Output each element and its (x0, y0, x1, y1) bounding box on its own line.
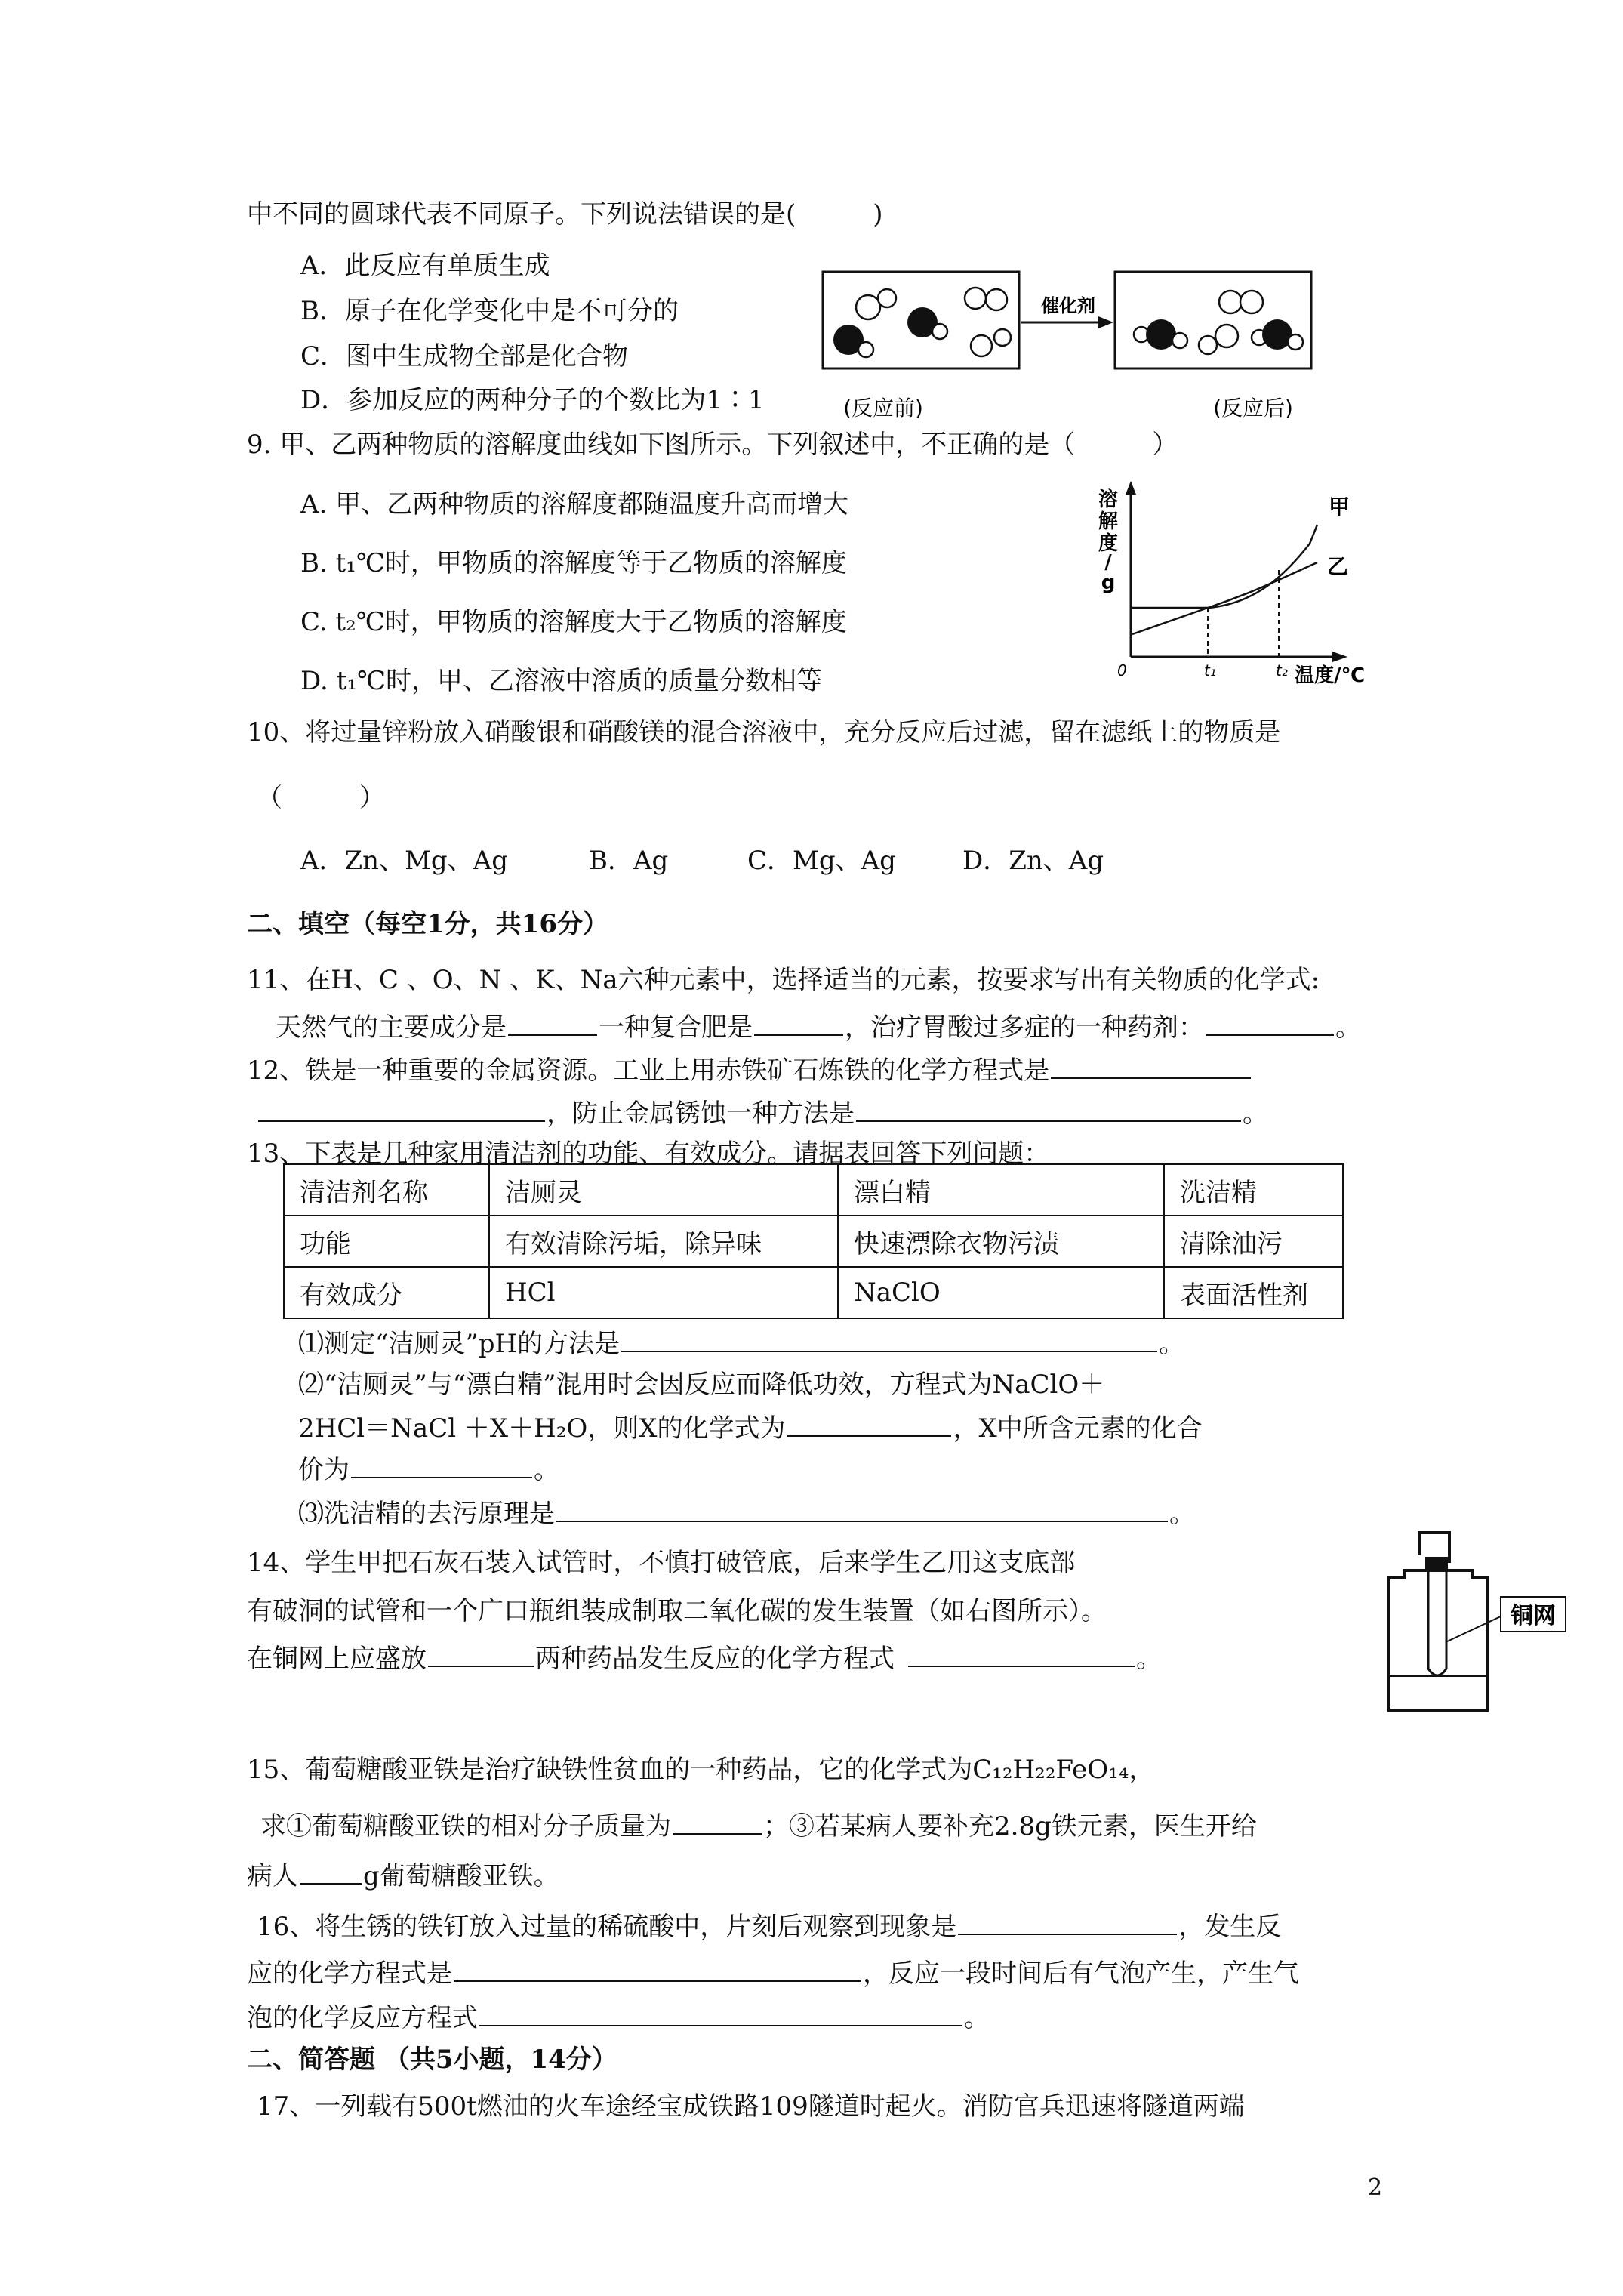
curve-yi-label: 乙 (1327, 554, 1349, 579)
q15-line3 (247, 1857, 559, 1893)
q8-option-b: B．原子在化学变化中是不可分的 (300, 296, 679, 326)
origin-label: 0 (1117, 661, 1127, 680)
q16-blank-3[interactable] (479, 1999, 962, 2026)
q14-line2: 有破洞的试管和一个广口瓶组装成制取二氧化碳的发生装置（如右图所示）。 (247, 1596, 1107, 1626)
q16-part-d: ，反应一段时间后有气泡产生，产生气 (863, 1959, 1299, 1989)
table-cell: 快速漂除衣物污渍 (838, 1216, 1164, 1267)
q13-s2-part-c: 价为 (298, 1455, 350, 1485)
molecule-after-1 (1219, 291, 1263, 313)
molecule-before-1 (856, 289, 896, 319)
q13-s2-line1: ⑵“洁厕灵”与“漂白精”混用时会因反应而降低功效，方程式为NaClO＋ (298, 1370, 1105, 1400)
q13-s2-end: 。 (534, 1455, 559, 1485)
q10-stem: 10、将过量锌粉放入硝酸银和硝酸镁的混合溶液中，充分反应后过滤，留在滤纸上的物质是 (247, 717, 1281, 747)
q15-line1: 15、葡萄糖酸亚铁是治疗缺铁性贫血的一种药品，它的化学式为C₁₂H₂₂FeO₁₄， (247, 1755, 1155, 1785)
table-cell: 功能 (284, 1216, 489, 1267)
q14-part-a: 在铜网上应盛放 (247, 1644, 427, 1674)
q13-s3-text: ⑶洗洁精的去污原理是 (298, 1499, 555, 1529)
q12-blank-1[interactable] (1051, 1052, 1251, 1079)
q10-paren: （ ） (257, 783, 385, 813)
table-cell: NaClO (838, 1267, 1164, 1318)
curve-jia (1132, 525, 1317, 608)
q14-blank-1[interactable] (428, 1640, 534, 1667)
q13-s2-part-b: ，X中所含元素的化合 (953, 1413, 1203, 1444)
q11-blank-3[interactable] (1206, 1009, 1334, 1036)
q16-part-b: ，发生反 (1178, 1912, 1282, 1942)
q14-part-b: 两种药品发生反应的化学方程式 (535, 1644, 895, 1674)
cleaner-table (283, 1163, 1344, 1319)
q12-stem: 12、铁是一种重要的金属资源。工业上用赤铁矿石炼铁的化学方程式是 (247, 1056, 1050, 1086)
q16-line1 (257, 1908, 1281, 1943)
q13-stem: 13、下表是几种家用清洁剂的功能、有效成分。请据表回答下列问题： (247, 1139, 1050, 1169)
q15-part-a: 求①葡萄糖酸亚铁的相对分子质量为 (260, 1811, 671, 1841)
q11-end: 。 (1335, 1012, 1361, 1043)
q16-end: 。 (964, 2003, 990, 2033)
y-axis-label-1: 溶 (1098, 488, 1119, 511)
q16-part-e: 泡的化学反应方程式 (247, 2003, 478, 2033)
table-cell: 洁厕灵 (489, 1164, 838, 1216)
molecule-after-3 (1199, 325, 1238, 354)
table-cell: HCl (489, 1267, 838, 1318)
y-axis-label-2: 解 (1098, 510, 1119, 533)
q11-stem: 11、在H、C 、O、N 、K、Na六种元素中，选择适当的元素，按要求写出有关物质的化学式: (247, 965, 1320, 995)
q16-part-a: 16、将生锈的铁钉放入过量的稀硫酸中，片刻后观察到现象是 (257, 1912, 957, 1942)
q8-option-d: D．参加反应的两种分子的个数比为1∶1 (300, 385, 765, 415)
before-label: (反应前) (843, 396, 923, 421)
q13-s2-line3 (298, 1451, 559, 1487)
q16-line2 (247, 1955, 1299, 1990)
q12-blank-2[interactable] (856, 1095, 1241, 1122)
table-row (284, 1164, 1343, 1216)
solubility-graph (1087, 479, 1404, 691)
molecule-before-2 (833, 325, 873, 357)
q11-blank-1[interactable] (508, 1009, 597, 1036)
q8-option-a: A．此反应有单质生成 (300, 251, 550, 281)
q14-end: 。 (1136, 1644, 1162, 1674)
reaction-diagram (815, 268, 1329, 430)
after-label: (反应后) (1213, 396, 1293, 421)
table-cell: 清洁剂名称 (284, 1164, 489, 1216)
q13-blank-3[interactable] (351, 1451, 532, 1478)
q13-s2-part-a: 2HCl＝NaCl ＋X＋H₂O，则X的化学式为 (298, 1413, 786, 1444)
q14-blank-2[interactable] (908, 1640, 1135, 1667)
t2-label: t₂ (1276, 661, 1288, 680)
table-cell: 有效清除污垢，除异味 (489, 1216, 838, 1267)
q9-stem: 9. 甲、乙两种物质的溶解度曲线如下图所示。下列叙述中，不正确的是（ ） (247, 430, 1178, 460)
table-cell: 有效成分 (284, 1267, 489, 1318)
q9-option-c: C. t₂℃时，甲物质的溶解度大于乙物质的溶解度 (300, 607, 847, 637)
curve-jia-label: 甲 (1329, 495, 1350, 519)
q8-option-c: C．图中生成物全部是化合物 (300, 341, 629, 371)
q12-part2: ，防止金属锈蚀一种方法是 (547, 1099, 855, 1129)
page-number: 2 (1368, 2174, 1383, 2201)
q9-option-a: A. 甲、乙两种物质的溶解度都随温度升高而增大 (300, 489, 849, 519)
q10-option-b: B．Ag (589, 846, 669, 876)
section3-heading: 二、简答题 （共5小题，14分） (247, 2045, 617, 2075)
q16-blank-1[interactable] (958, 1908, 1177, 1935)
q9-option-d: D. t₁℃时，甲、乙溶液中溶质的质量分数相等 (300, 666, 822, 696)
q11-blank-2[interactable] (754, 1009, 843, 1036)
t1-label: t₁ (1204, 661, 1216, 680)
molecule-after-4 (1252, 319, 1303, 350)
q16-part-c: 应的化学方程式是 (247, 1959, 452, 1989)
label-pointer (1446, 1616, 1502, 1642)
test-tube (1428, 1572, 1446, 1675)
q12-line1 (247, 1052, 1252, 1087)
molecule-before-3 (907, 307, 947, 339)
copper-mesh-label: 铜网 (1511, 1603, 1556, 1629)
q16-line3 (247, 1999, 990, 2035)
table-cell: 表面活性剂 (1164, 1267, 1343, 1318)
table-cell: 清除油污 (1164, 1216, 1343, 1267)
q12-blank-1-cont[interactable] (258, 1095, 545, 1122)
q8-stem-tail: 中不同的圆球代表不同原子。下列说法错误的是( ) (247, 199, 883, 230)
table-cell: 洗洁精 (1164, 1164, 1343, 1216)
q13-s1-end: 。 (1159, 1329, 1185, 1359)
gas-apparatus-figure (1374, 1518, 1570, 1721)
q16-blank-2[interactable] (454, 1955, 861, 1982)
q17-line1: 17、一列载有500t燃油的火车途经宝成铁路109隧道时起火。消防官兵迅速将隧道两端 (257, 2091, 1245, 2122)
q13-blank-4[interactable] (556, 1495, 1168, 1522)
q15-part-c: 病人 (247, 1861, 298, 1891)
q10-option-a: A．Zn、Mg、Ag (300, 846, 508, 876)
q11-line2 (276, 1009, 1361, 1044)
molecule-before-5 (971, 329, 1011, 356)
table-row (284, 1216, 1343, 1267)
curve-yi (1132, 562, 1317, 634)
q10-option-c: C．Mg、Ag (747, 846, 896, 876)
q14-line1: 14、学生甲把石灰石装入试管时，不慎打破管底，后来学生乙用这支底部 (247, 1548, 1076, 1578)
q15-line2 (260, 1808, 1257, 1843)
q11-part1: 天然气的主要成分是 (276, 1012, 507, 1043)
molecule-before-4 (965, 288, 1007, 310)
q14-line3 (247, 1640, 1162, 1675)
q13-s3 (298, 1495, 1195, 1530)
q15-part-b: ；③若某病人要补充2.8g铁元素，医生开给 (763, 1811, 1257, 1841)
q13-s1 (298, 1325, 1184, 1361)
molecule-after-2 (1134, 319, 1187, 350)
q9-option-b: B. t₁℃时，甲物质的溶解度等于乙物质的溶解度 (300, 548, 847, 578)
y-axis-label-3: 度 (1098, 532, 1119, 555)
q12-end: 。 (1243, 1099, 1268, 1129)
section2-heading: 二、填空（每空1分，共16分） (247, 909, 608, 939)
q13-blank-1[interactable] (621, 1325, 1157, 1352)
q11-part3: ，治疗胃酸过多症的一种药剂： (845, 1012, 1204, 1043)
x-axis-label: 温度/℃ (1295, 664, 1365, 687)
q15-blank-1[interactable] (673, 1808, 762, 1835)
q12-line2 (257, 1095, 1268, 1130)
q13-blank-2[interactable] (787, 1410, 951, 1437)
q15-part-d: g葡萄糖酸亚铁。 (363, 1861, 559, 1891)
q15-blank-2[interactable] (300, 1857, 362, 1885)
q13-s2-line2 (298, 1410, 1203, 1445)
q10-option-d: D．Zn、Ag (962, 846, 1104, 876)
q13-s1-text: ⑴测定“洁厕灵”pH的方法是 (298, 1329, 621, 1359)
table-row (284, 1267, 1343, 1318)
y-axis-label-4: / (1104, 551, 1112, 574)
table-cell: 漂白精 (838, 1164, 1164, 1216)
y-axis-label-5: g (1101, 572, 1116, 594)
q11-part2: 一种复合肥是 (599, 1012, 753, 1043)
wide-mouth-bottle (1389, 1570, 1487, 1710)
q13-s3-end: 。 (1169, 1499, 1195, 1529)
catalyst-label: 催化剂 (1041, 295, 1095, 316)
